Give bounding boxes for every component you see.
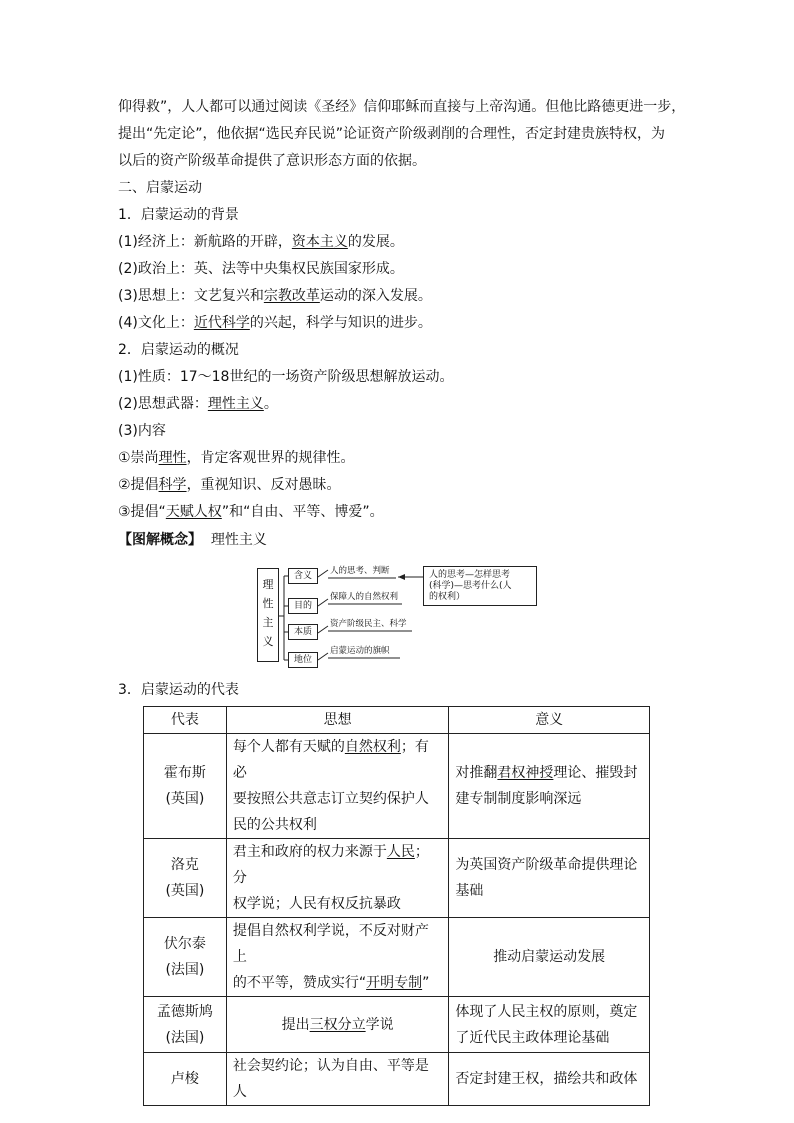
rep-name-cell: 孟德斯鸠 (法国): [144, 997, 227, 1053]
significance-cell: 对推翻君权神授理论、摧毁封 建专制制度影响深远: [449, 734, 650, 839]
reps-title: 3．启蒙运动的代表: [118, 682, 239, 698]
thought-cell: 君主和政府的权力来源于人民；分 权学说；人民有权反抗暴政: [226, 839, 449, 918]
thought-cell: 每个人都有天赋的自然权利；有必 要按照公共意志订立契约保护人 民的公共权利: [226, 734, 449, 839]
header-significance: 意义: [449, 707, 650, 734]
content-item-3: ③提倡“天赋人权”和“自由、平等、博爱”。: [118, 504, 384, 520]
table-row: [144, 997, 650, 1053]
branch-text-essence: 资产阶级民主、科学: [330, 619, 407, 629]
concept-heading: 【图解概念】 理性主义: [118, 532, 267, 548]
thought-cell: 提倡自然权利学说，不反对财产上 的不平等，赞成实行“开明专制”: [226, 918, 449, 997]
header-representative: 代表: [144, 707, 227, 734]
branch-text-status: 启蒙运动的旗帜: [330, 646, 390, 656]
overview-content: (3)内容: [118, 423, 166, 439]
table-row: [144, 839, 650, 918]
representatives-table: [143, 706, 650, 1106]
diagram-root: 理 性 主 义: [257, 568, 279, 662]
branch-key-essence: 本质: [288, 624, 318, 640]
rep-name-cell: 伏尔泰 (法国): [144, 918, 227, 997]
significance-cell: 为英国资产阶级革命提供理论 基础: [449, 839, 650, 918]
content-item-1: ①崇尚理性，肯定客观世界的规律性。: [118, 450, 355, 466]
table-header-row: [144, 707, 650, 734]
thought-cell: 社会契约论；认为自由、平等是人: [226, 1053, 449, 1106]
para-line-3: 以后的资产阶级革命提供了意识形态方面的依据。: [118, 153, 426, 169]
overview-nature: (1)性质：17～18世纪的一场资产阶级思想解放运动。: [118, 369, 454, 385]
significance-cell: 推动启蒙运动发展: [449, 918, 650, 997]
rep-name-cell: 霍布斯 (英国): [144, 734, 227, 839]
overview-weapon: (2)思想武器：理性主义。: [118, 396, 278, 412]
rep-name-cell: 卢梭: [144, 1053, 227, 1106]
branch-key-status: 地位: [288, 652, 318, 668]
background-economy: (1)经济上：新航路的开辟，资本主义的发展。: [118, 234, 404, 250]
table-row: [144, 734, 650, 839]
concept-diagram: [254, 566, 544, 670]
branch-text-meaning: 人的思考、判断: [330, 566, 390, 576]
background-thought: (3)思想上：文艺复兴和宗教改革运动的深入发展。: [118, 288, 432, 304]
branch-key-meaning: 含义: [288, 568, 318, 584]
section-heading: 二、启蒙运动: [118, 180, 202, 196]
header-thought: 思想: [226, 707, 449, 734]
para-line-1: 仰得救”，人人都可以通过阅读《圣经》信仰耶稣而直接与上帝沟通。但他比路德更进一步，: [118, 99, 686, 115]
significance-cell: 体现了人民主权的原则，奠定 了近代民主政体理论基础: [449, 997, 650, 1053]
table-row: [144, 918, 650, 997]
para-line-2: 提出“先定论”，他依据“选民弃民说”论证资产阶级剥削的合理性，否定封建贵族特权，为: [118, 126, 666, 142]
rep-name-cell: 洛克 (英国): [144, 839, 227, 918]
overview-title: 2．启蒙运动的概况: [118, 342, 239, 358]
background-politics: (2)政治上：英、法等中央集权民族国家形成。: [118, 261, 404, 277]
content-item-2: ②提倡科学，重视知识、反对愚昧。: [118, 477, 341, 493]
background-culture: (4)文化上：近代科学的兴起，科学与知识的进步。: [118, 315, 432, 331]
table-row: [144, 1053, 650, 1106]
significance-cell: 否定封建王权，描绘共和政体: [449, 1053, 650, 1106]
diagram-note: 人的思考—怎样思考 (科学)—思考什么(人 的权利）: [423, 566, 537, 606]
branch-key-purpose: 目的: [288, 598, 318, 614]
branch-text-purpose: 保障人的自然权利: [330, 592, 399, 602]
thought-cell: 提出三权分立学说: [226, 997, 449, 1053]
background-title: 1．启蒙运动的背景: [118, 207, 239, 223]
